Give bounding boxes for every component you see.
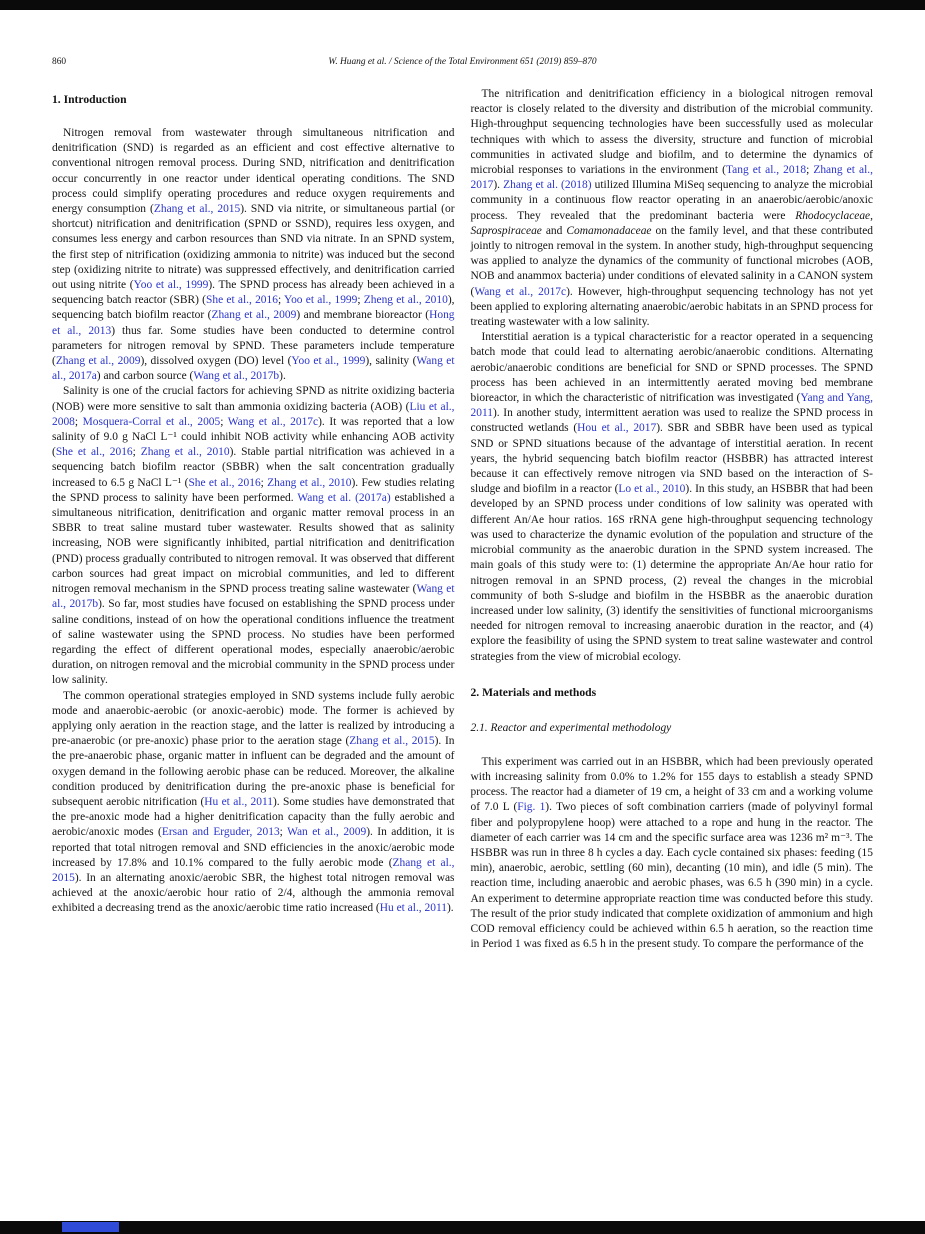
body-text: and [541, 224, 567, 237]
two-column-body [0, 87, 925, 952]
citation-link[interactable]: Wang et al. (2017a) [297, 491, 391, 504]
body-text: ). [446, 902, 454, 915]
body-text: ). In another study, intermittent aeration was used to realize the SPND process in constructed wetlands ( [470, 407, 873, 435]
citation-link[interactable]: Yoo et al., 1999 [291, 355, 366, 368]
paragraph [471, 330, 874, 664]
body-text: ). SND via nitrite, or simultaneous partial (or shortcut) nitrification and denitrification (SPND or SSND), requires less oxygen, and consumes less energy and carbon resources than SND via nitrate. In an SPND system, the first step of nitrification (oxidizing ammonia to nitrite) was induced but the second step (oxidizing nitrite to nitrate) was suppressed effectively, and denitrification carried out using nitrite ( [52, 203, 455, 292]
body-text: ) and carbon source ( [96, 370, 194, 383]
taxon-name: Saprospiraceae [470, 224, 542, 237]
body-text: ; [277, 294, 284, 307]
body-text: ; [132, 446, 141, 459]
citation-link[interactable]: Mosquera-Corral et al., 2005 [82, 415, 221, 428]
body-text: ; [74, 415, 83, 428]
body-text: Interstitial aeration is a typical characteristic for a reactor operated in a sequencing batch mode that could lead to alternating aerobic/anaerobic conditions. Alternating aerobic/anaerobic conditions are beneficial for SND or SPND processes. The SPND process has been achieved in an intermittently aerated moving bed membrane bioreactor, in which the characteristic of nitrification was investigated ( [470, 331, 873, 405]
body-text: ), sequencing batch biofilm reactor ( [52, 294, 455, 322]
body-text: ), dissolved oxygen (DO) level ( [140, 355, 292, 368]
body-text: This experiment was carried out in an HSBBR, which had been previously operated with increasing salinity from 0.0% to 1.2% for 155 days to establish a steady SPND process. The reactor had a diameter of 19 cm, a height of 33 cm and a working volume of 7.0 L ( [470, 755, 873, 814]
body-text: ). In the pre-anaerobic phase, organic matter in influent can be degraded and the amount of oxygen demand in the following aerobic phase can be reduced. Moreover, the alkaline condition produced by denitrification during the pre-anoxic phase is beneficial for subsequent aerobic nitrification ( [52, 735, 455, 808]
top-window-bar [0, 0, 925, 10]
body-text: The common operational strategies employed in SND systems include fully aerobic mode and anaerobic-aerobic (or anoxic-aerobic) mode. The former is achieved by applying only aeration in the reaction stage, and the latter is realized by introducing a pre-anaerobic (or pre-anoxic) phase prior to the aeration stage ( [52, 689, 455, 748]
body-text: on the family level, and that these contributed jointly to nitrogen removal in the system. In another study, high-throughput sequencing was applied to analyze the dynamics of the community of functional microbes (AOB, NOB and anammox bacteria) under conditions of elevated salinity in a CANON system ( [470, 224, 874, 298]
section-heading-materials-methods: 2. Materials and methods [470, 685, 597, 699]
bottom-window-bar [0, 1221, 925, 1234]
citation-link[interactable]: Zheng et al., 2010 [363, 294, 448, 307]
citation-link[interactable]: Tang et al., 2018 [725, 164, 807, 177]
subsection-heading-reactor-methodology: 2.1. Reactor and experimental methodology [470, 721, 672, 734]
body-text: Salinity is one of the crucial factors for achieving SPND as nitrite oxidizing bacteria (NOB) were more sensitive to salt than ammonia oxidizing bacteria (AOB) ( [52, 385, 455, 413]
body-text: ; [260, 476, 268, 489]
left-column [52, 87, 455, 952]
body-text: ), salinity ( [365, 355, 417, 368]
citation-link[interactable]: Zhang et al., 2015 [52, 856, 455, 884]
body-text: ). [279, 370, 286, 383]
running-head: W. Huang et al. / Science of the Total Environment 651 (2019) 859–870 [328, 57, 597, 67]
body-text: ). Some studies have demonstrated that the pre-anoxic mode had a higher denitrification capacity than the fully aerobic and aerobic/anoxic modes ( [52, 795, 455, 839]
citation-link[interactable]: Liu et al., 2008 [52, 400, 455, 428]
body-text: ). So far, most studies have focused on establishing the SPND process under saline conditions, instead of on how the operational conditions influence the treatment of saline wastewater using the SPND process. No studies have been performed regarding the effect of different operational modes, especially anaerobic/aerobic duration, on nitrogen removal and the microbial community in the SPND process under low salinity. [52, 598, 455, 687]
article-page [0, 10, 925, 952]
citation-link[interactable]: Hong et al., 2013 [52, 309, 455, 337]
citation-link[interactable]: Fig. 1 [517, 801, 546, 814]
citation-link[interactable]: She et al., 2016 [55, 446, 133, 459]
body-text: ; [806, 164, 814, 177]
body-text: ; [279, 826, 288, 839]
citation-link[interactable]: Hou et al., 2017 [577, 422, 657, 435]
body-text: The nitrification and denitrification efficiency in a biological nitrogen removal reactor is closely related to the diversity and distribution of the microbial community. High-throughput sequencing technologies have been successfully used as molecular techniques with which to assess the diversity, structure and function of microbial communities in activated sludge and biofilm, and to determine the dynamics of microbial responses to variations in the environment ( [470, 88, 873, 177]
citation-link[interactable]: Ersan and Erguder, 2013 [161, 826, 280, 839]
body-text: ) and membrane bioreactor ( [296, 309, 430, 322]
page-header [52, 57, 873, 71]
taxon-name: Comamonadaceae [566, 224, 652, 237]
citation-link[interactable]: Wang et al., 2017b [193, 370, 280, 383]
citation-link[interactable]: Wang et al., 2017a [52, 355, 455, 383]
body-text: ). Stable partial nitrification was achieved in a sequencing batch biofilm reactor (SBBR) when the salt concentration gradually increased to 6.5 g NaCl L⁻¹ ( [52, 446, 455, 489]
citation-link[interactable]: Wang et al., 2017c [227, 415, 319, 428]
body-text: ). [493, 179, 504, 192]
body-text: ). In an alternating anoxic/aerobic SBR, the highest total nitrogen removal was achieved at the anoxic/aerobic hour ratio of 2/4, although the ammonia removal exhibited a decreasing trend as the anoxic/aerobic time ratio increased ( [52, 871, 455, 915]
section-heading-introduction: 1. Introduction [52, 93, 127, 106]
citation-link[interactable]: Zhang et al., 2009 [211, 309, 297, 322]
citation-link[interactable]: Zhang et al. (2018) [503, 179, 592, 192]
citation-link[interactable]: Hu et al., 2011 [204, 795, 273, 808]
right-column [471, 87, 874, 952]
body-text: ). The SPND process has already been achieved in a sequencing batch reactor (SBR) ( [52, 279, 455, 307]
paragraph [52, 126, 455, 384]
body-text: Nitrogen removal from wastewater through simultaneous nitrification and denitrification (SND) is regarded as an efficient and cost effective alternative to conventional nitrogen removal process. During SND, nitrification and denitrification occur concurrently in one reactor under identical operating conditions. The SND process could simplify operating procedures and reduce oxygen requirements and energy consumption ( [52, 127, 455, 216]
page-number: 860 [52, 57, 67, 67]
citation-link[interactable]: Zhang et al., 2015 [349, 735, 435, 748]
citation-link[interactable]: Wang et al., 2017c [474, 285, 567, 298]
bottom-blue-indicator [62, 1222, 119, 1232]
paragraph [471, 755, 874, 953]
body-text: ). In addition, it is reported that total nitrogen removal and SND efficiencies in the anoxic/aerobic mode increased by 17.8% and 10.1% compared to the fully aerobic mode ( [52, 826, 455, 869]
citation-link[interactable]: She et al., 2016 [188, 476, 261, 489]
citation-link[interactable]: Zhang et al., 2015 [153, 203, 241, 216]
body-text: ). SBR and SBBR have been used as typical SND or SPND situations because of the advantage of interstitial aeration. In recent years, the hybrid sequencing batch biofilm reactor (HSBBR) has attracted interest because it can effectively remove nitrogen via SND based on the interaction of S-sludge and biofilm in a reactor ( [470, 422, 873, 496]
body-text: ). However, high-throughput sequencing technology has not yet been applied to exploring alternating anaerobic/aerobic habitats in an SPND process for treating wastewater with a low salinity. [470, 285, 873, 329]
citation-link[interactable]: Zhang et al., 2010 [267, 476, 352, 489]
taxon-name: Rhodocyclaceae [795, 209, 871, 222]
body-text: , [870, 209, 873, 222]
citation-link[interactable]: Zhang et al., 2009 [55, 355, 141, 368]
body-text: ; [220, 415, 228, 428]
citation-link[interactable]: Hu et al., 2011 [379, 902, 447, 915]
citation-link[interactable]: Zhang et al., 2010 [140, 446, 230, 459]
citation-link[interactable]: She et al., 2016 [205, 294, 278, 307]
citation-link[interactable]: Yoo et al., 1999 [133, 279, 209, 292]
body-text: ; [357, 294, 364, 307]
body-text: ). In this study, an HSBBR that had been developed by an SPND process under conditions of low salinity was operated with different An/Ae hour ratios. 16S rRNA gene high-throughput sequencing technology was used to characterize the dynamic evolution of the population and structure of the microbial community as the anaerobic duration in the SPND system increased. The main goals of this study were to: (1) determine the appropriate An/Ae hour ratio for nitrogen removal in an SPND process, (2) reveal the changes in the microbial community of both S-sludge and biofilm in the HSBBR as the anaerobic duration increased under low salinity, (3) identify the sensitivities of functional microorganisms needed for nitrogen removal to increasing anaerobic duration in the reactor, and (4) explore the feasibility of using the SPND system to treat saline wastewater and control strategies from the view of microbial ecology. [470, 483, 874, 663]
citation-link[interactable]: Wan et al., 2009 [287, 826, 367, 839]
citation-link[interactable]: Yang and Yang, 2011 [470, 392, 873, 420]
body-text: established a simultaneous nitrification, denitrification and organic matter removal process in an SBBR to treat saline mustard tuber wastewater. Results showed that as salinity increasing, NOB were significantly inhibited, partial nitrification and denitrification (PND) process gradually contributed to nitrogen removal. It was observed that different carbon sources had great impact on microbial communities, and led to different nitrogen removal mechanism in the SPND process treating saline wastewater ( [52, 491, 455, 596]
body-text: ). Few studies relating the SPND process to salinity have been performed. [52, 476, 455, 504]
body-text: ). Two pieces of soft combination carriers (made of polyvinyl formal fiber and polypropylene hoop) were attached to a rope and hung in the reactor. The diameter of each carrier was 14 cm and the specific surface area was 1236 m² m⁻³. The HSBBR was run in three 8 h cycles a day. Each cycle contained six phases: feeding (15 min), anaerobic, aerobic, settling (60 min), decanting (10 min), and idle (5 min). The reaction time, including anaerobic and aerobic phases, was 6.5 h (390 min) in a cycle. An experiment to determine appropriate reaction time was conducted before this study. The result of the prior study indicated that complete oxidization of ammonium and high COD removal efficiency could be achieved within 6.5 h aeration, so the reaction time in Period 1 was fixed as 6.5 h in the present study. To compare the performance of the [470, 801, 873, 951]
body-text: ). It was reported that a low salinity of 9.0 g NaCl L⁻¹ could inhibit NOB activity while enhancing AOB activity ( [52, 415, 455, 459]
body-text: utilized Illumina MiSeq sequencing to analyze the microbial community in a continuous flow reactor operating in an anaerobic/aerobic/anoxic process. They revealed that the predominant bacteria were [470, 179, 873, 222]
citation-link[interactable]: Lo et al., 2010 [618, 483, 686, 496]
paragraph [471, 87, 874, 330]
citation-link[interactable]: Zhang et al., 2017 [470, 164, 873, 192]
citation-link[interactable]: Yoo et al., 1999 [283, 294, 358, 307]
paragraph [52, 384, 455, 688]
citation-link[interactable]: Wang et al., 2017b [52, 583, 455, 611]
body-text: ) thus far. Some studies have been conducted to determine control parameters for nitrogen removal by SPND. These parameters include temperature ( [52, 324, 455, 368]
paragraph [52, 689, 455, 917]
